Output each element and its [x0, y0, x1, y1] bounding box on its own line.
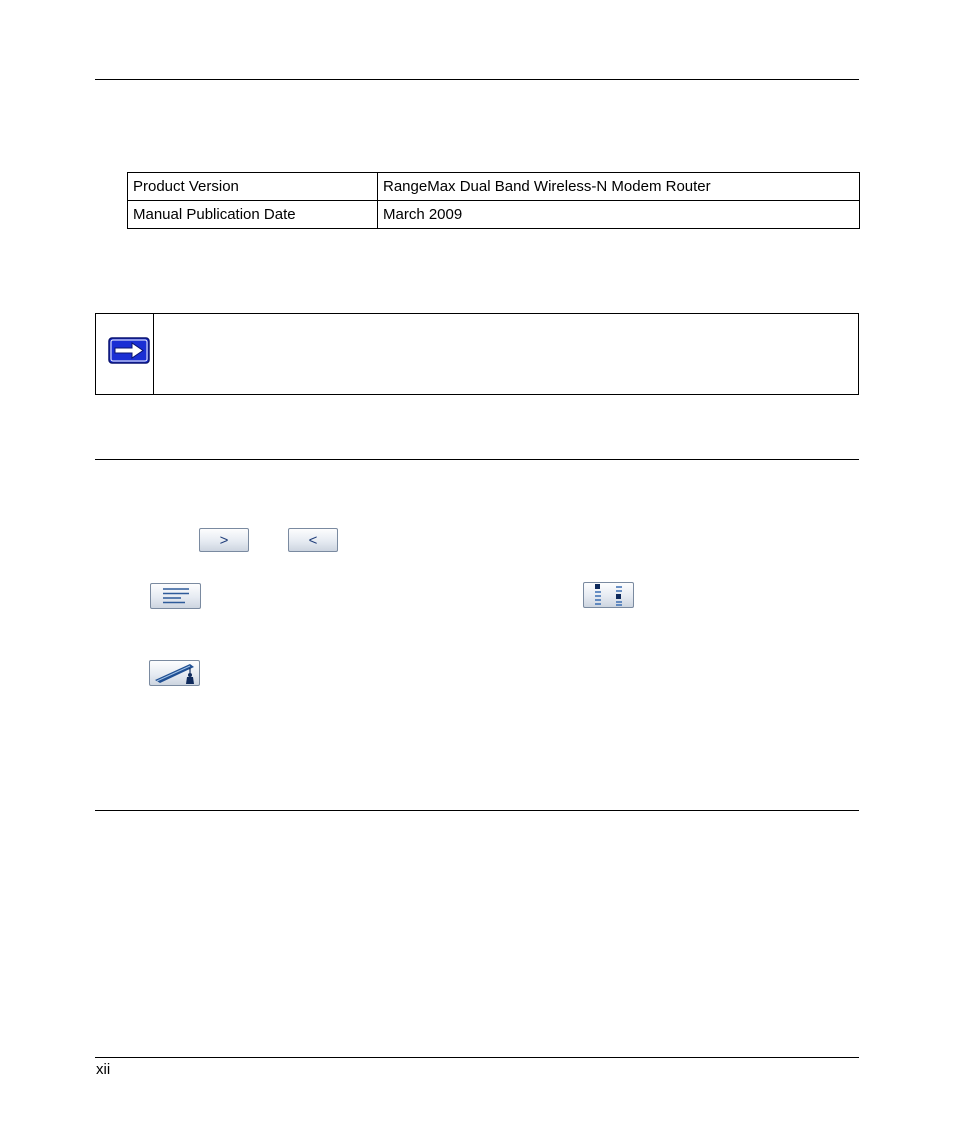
next-button-label: >: [219, 531, 229, 549]
note-box: [95, 313, 859, 395]
previous-page-button[interactable]: [288, 528, 338, 552]
product-info-table: [127, 172, 860, 229]
print-this-page-icon: [152, 661, 198, 685]
table-cell-value: RangeMax Dual Band Wireless-N Modem Router: [378, 173, 860, 201]
table-row: [128, 201, 860, 229]
table-cell-value: March 2009: [378, 201, 860, 229]
chapter-list-button[interactable]: [583, 582, 634, 608]
page-number: xii: [96, 1061, 111, 1078]
header-rule: [95, 79, 859, 80]
table-row: [128, 173, 860, 201]
note-icon-cell: [96, 314, 154, 394]
chapter-list-icon: [589, 584, 629, 606]
print-page-button[interactable]: [149, 660, 200, 686]
table-of-contents-button[interactable]: [150, 583, 201, 609]
right-arrow-icon: [108, 337, 150, 364]
section-rule: [95, 810, 859, 811]
next-page-button[interactable]: [199, 528, 249, 552]
table-cell-label: Product Version: [128, 173, 378, 201]
table-of-contents-icon: [160, 587, 192, 605]
footer-rule: [95, 1057, 859, 1058]
table-cell-label: Manual Publication Date: [128, 201, 378, 229]
previous-button-label: <: [308, 531, 318, 549]
section-rule: [95, 459, 859, 460]
